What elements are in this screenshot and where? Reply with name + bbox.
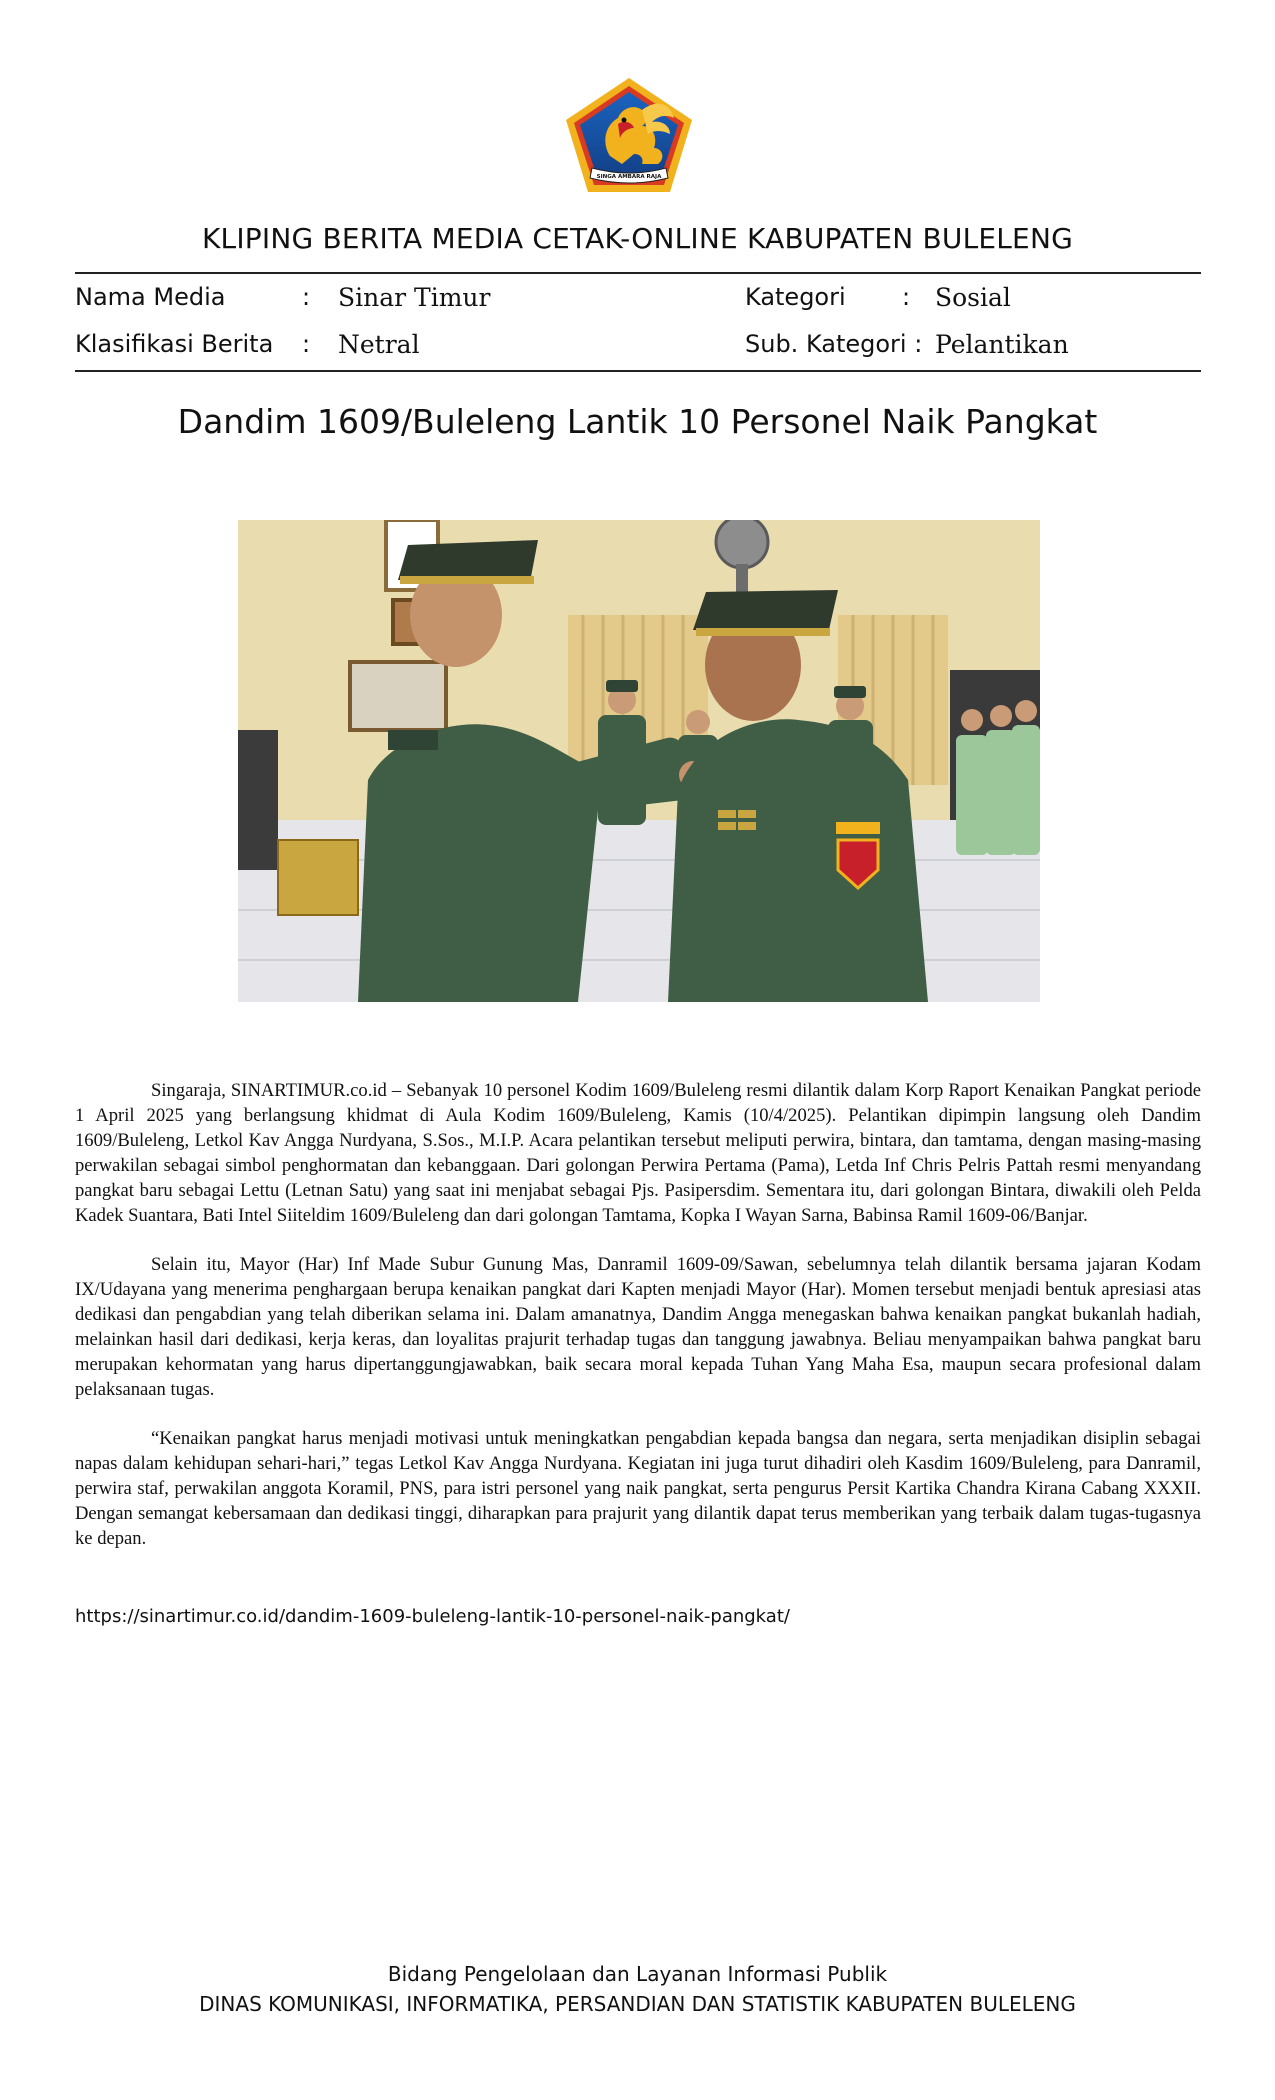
article-paragraph-3: “Kenaikan pangkat harus menjadi motivasi untuk meningkatkan pengabdian kepada bangsa dan negara, serta menjadikan disiplin sebagai napas dalam kehidupan sehari-hari,” tegas Letkol Kav Angga Nurdyana. Kegiatan ini juga turut dihadiri oleh Kasdim 1609/Buleleng, para Danramil, perwira staf, perwakilan anggota Koramil, PNS, para istri personel yang naik pangkat, serta pengurus Persit Kartika Chandra Kirana Cabang XXXII. Dengan semangat kebersamaan dan dedikasi tinggi, diharapkan para prajurit yang dilantik dapat terus memberikan yang terbaik dalam tugas-tugasnya ke depan. <box>75 1428 1201 1549</box>
svg-text:SINGA AMBARA RAJA: SINGA AMBARA RAJA <box>596 174 662 180</box>
footer-agency: DINAS KOMUNIKASI, INFORMATIKA, PERSANDIAN DAN STATISTIK KABUPATEN BULELENG <box>199 1992 1076 2016</box>
article-paragraph-2: Selain itu, Mayor (Har) Inf Made Subur Gunung Mas, Danramil 1609-09/Sawan, sebelumnya telah dilantik bersama jajaran Kodam IX/Udayana yang menerima penghargaan berupa kenaikan pangkat dari Kapten menjadi Mayor (Har). Momen tersebut menjadi bentuk apresiasi atas dedikasi dan pengabdian yang telah diberikan selama ini. Dalam amanatnya, Dandim Angga menegaskan bahwa kenaikan pangkat bukanlah hadiah, melainkan hasil dari dedikasi, kerja keras, dan loyalitas prajurit terhadap tugas dan tanggung jawabnya. Beliau menyampaikan bahwa pangkat baru merupakan kehormatan yang harus dipertanggungjawabkan, baik secara moral kepada Tuhan Yang Maha Esa, maupun secara profesional dalam pelaksanaan tugas. <box>75 1254 1201 1400</box>
media-name-label: Nama Media <box>75 283 226 311</box>
classification-value: Netral <box>338 330 420 359</box>
sub-category-value: Pelantikan <box>935 330 1069 359</box>
source-url: https://sinartimur.co.id/dandim-1609-buleleng-lantik-10-personel-naik-pangkat/ <box>75 1606 790 1627</box>
classification-colon: : <box>302 330 311 358</box>
article-headline: Dandim 1609/Buleleng Lantik 10 Personel Naik Pangkat <box>177 402 1098 441</box>
category-value: Sosial <box>935 283 1011 312</box>
footer-division: Bidang Pengelolaan dan Layanan Informasi Publik <box>387 1962 888 1986</box>
buleleng-emblem-icon <box>562 74 696 200</box>
article-body <box>75 1078 1201 1575</box>
media-name-value: Sinar Timur <box>338 283 491 312</box>
classification-label: Klasifikasi Berita <box>75 330 274 358</box>
category-colon: : <box>902 283 911 311</box>
media-name-colon: : <box>302 283 311 311</box>
category-label: Kategori <box>745 283 846 311</box>
header-divider-bottom <box>75 370 1201 372</box>
article-photo <box>238 520 1040 1002</box>
clipping-title: KLIPING BERITA MEDIA CETAK-ONLINE KABUPATEN BULELENG <box>201 222 1073 255</box>
article-paragraph-1: Singaraja, SINARTIMUR.co.id – Sebanyak 10 personel Kodim 1609/Buleleng resmi dilantik dalam Korp Raport Kenaikan Pangkat periode 1 April 2025 yang berlangsung khidmat di Aula Kodim 1609/Buleleng, Kamis (10/4/2025). Pelantikan dipimpin langsung oleh Dandim 1609/Buleleng, Letkol Kav Angga Nurdyana, S.Sos., M.I.P. Acara pelantikan tersebut meliputi perwira, bintara, dan tamtama, dengan masing-masing perwakilan sebagai simbol penghormatan dan kebanggaan. Dari golongan Perwira Pertama (Pama), Letda Inf Chris Pelris Pattah resmi menyandang pangkat baru sebagai Lettu (Letnan Satu) yang saat ini menjabat sebagai Pjs. Pasipersdim. Sementara itu, dari golongan Bintara, diwakili oleh Pelda Kadek Suantara, Bati Intel Siiteldim 1609/Buleleng dan dari golongan Tamtama, Kopka I Wayan Sarna, Babinsa Ramil 1609-06/Banjar. <box>75 1080 1201 1226</box>
sub-category-label: Sub. Kategori : <box>745 330 923 358</box>
header-divider-top <box>75 272 1201 274</box>
